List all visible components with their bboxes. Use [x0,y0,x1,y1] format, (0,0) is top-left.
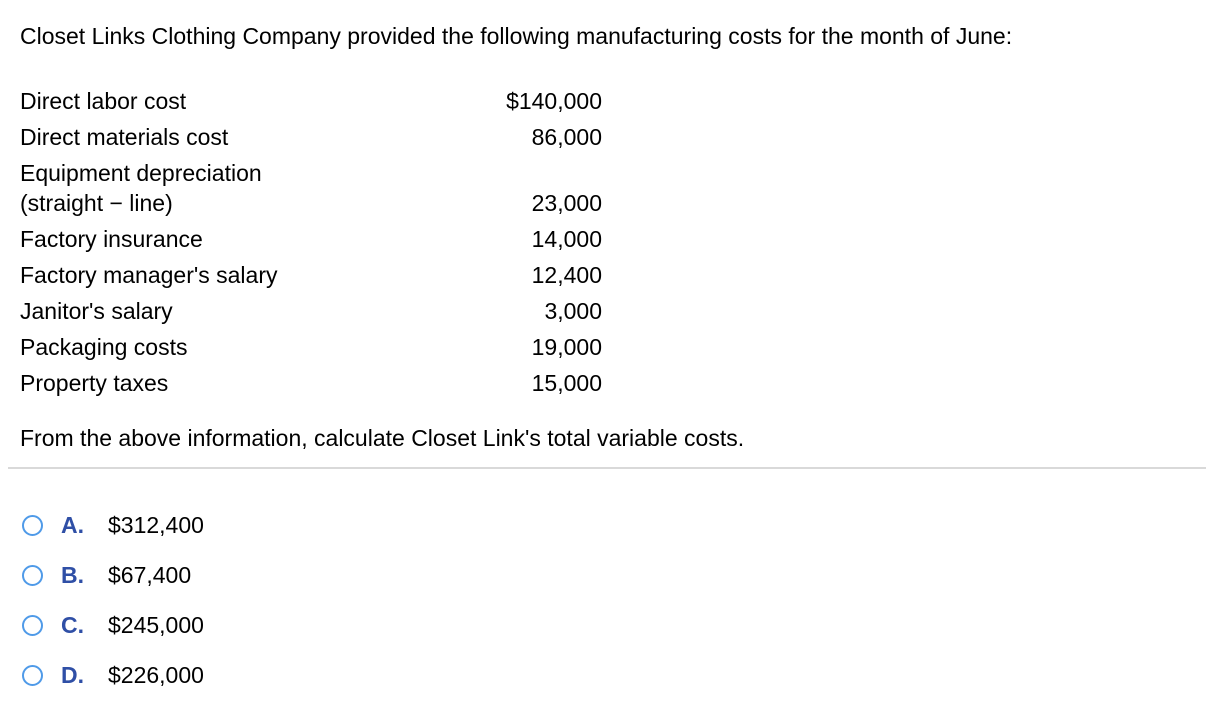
cost-row [20,116,602,152]
cost-row [20,80,602,116]
choice-d[interactable] [22,650,204,700]
divider [8,467,1206,469]
choice-value: $245,000 [108,611,204,638]
cost-value: 15,000 [531,370,602,396]
cost-value: 14,000 [531,226,602,252]
choice-letter: D. [61,661,84,688]
choice-a[interactable] [22,500,204,550]
choice-letter: B. [61,561,84,588]
radio-button-icon[interactable] [22,665,43,686]
cost-label: Factory insurance [20,226,203,252]
cost-value: 86,000 [531,124,602,150]
choice-b[interactable] [22,550,204,600]
cost-label: Equipment depreciation (straight − line) [20,160,262,216]
choice-value: $226,000 [108,661,204,688]
cost-row [20,152,602,218]
radio-button-icon[interactable] [22,515,43,536]
cost-row [20,254,602,290]
cost-row [20,290,602,326]
cost-label: Property taxes [20,370,169,396]
cost-value: 12,400 [531,262,602,288]
cost-value: 19,000 [531,334,602,360]
cost-row [20,362,602,398]
cost-label: Direct materials cost [20,124,229,150]
choice-value: $67,400 [108,561,192,588]
answer-choices [22,500,204,700]
radio-button-icon[interactable] [22,615,43,636]
choice-letter: A. [61,511,84,538]
cost-table [20,80,602,398]
cost-label: Factory manager's salary [20,262,278,288]
choice-c[interactable] [22,600,204,650]
radio-button-icon[interactable] [22,565,43,586]
choice-value: $312,400 [108,511,204,538]
cost-row [20,218,602,254]
cost-label: Packaging costs [20,334,188,360]
cost-row [20,326,602,362]
cost-label: Direct labor cost [20,88,187,114]
cost-value: 3,000 [544,298,602,324]
choice-letter: C. [61,611,84,638]
cost-value: $140,000 [506,88,602,114]
question-intro: Closet Links Clothing Company provided the following manufacturing costs for the month of June: [20,23,1013,49]
question-prompt: From the above information, calculate Closet Link's total variable costs. [20,425,745,451]
cost-label: Janitor's salary [20,298,173,324]
cost-value: 23,000 [531,190,602,216]
